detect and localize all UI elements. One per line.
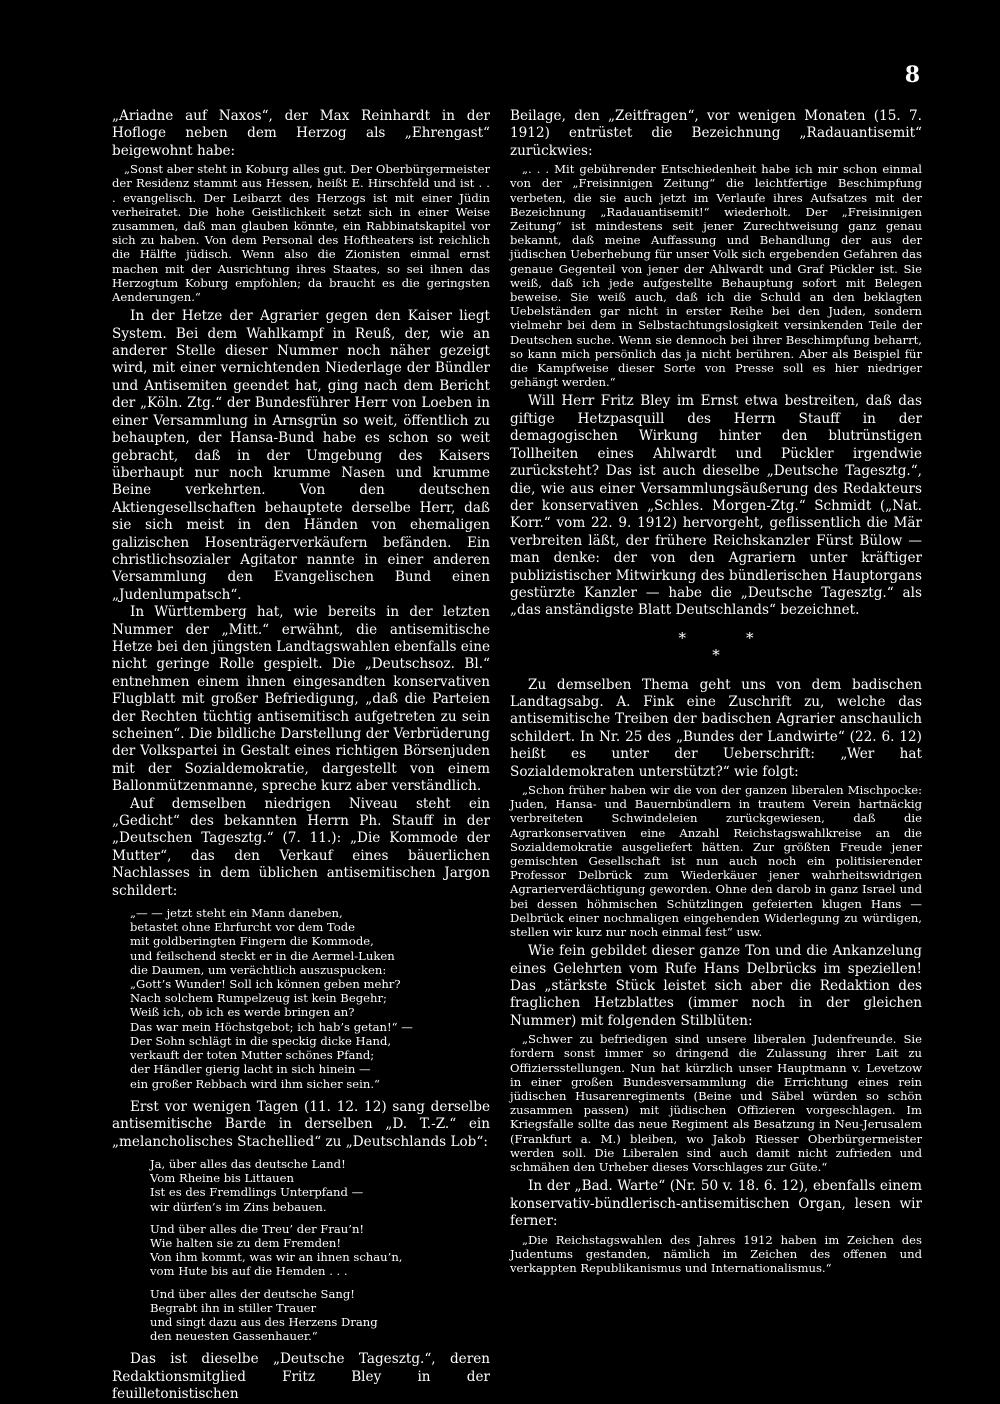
paragraph: Wie fein gebildet dieser ganze Ton und die Ankanzelung eines Gelehrten vom Rufe Hans Delbrücks im speziellen! Das „stärkste Stück leistet sich aber die Redaktion des fraglichen Hetzblattes (immer noch in der gleichen Nummer) mit folgenden Stilblüten:	[510, 943, 922, 1029]
quote-block	[510, 1233, 922, 1276]
separator-star: *	[678, 628, 686, 647]
poem-deutschlands-lob	[112, 1157, 490, 1343]
poem-line: Ja, über alles das deutsche Land!	[150, 1156, 346, 1171]
quote-block	[112, 162, 490, 304]
paragraph: Auf demselben niedrigen Niveau steht ein „Gedicht“ des bekannten Herrn Ph. Stauff in der „Deutschen Tagesztg.“ (7. 11.): „Die Kommode der Mutter“, das den Verkauf eines bäuerlichen Nachlasses in dem üblichen antisemitischen Jargon schildert:	[112, 795, 490, 899]
poem-line: und singt dazu aus des Herzens Drang	[150, 1314, 378, 1329]
paragraph: Das ist dieselbe „Deutsche Tagesztg.“, deren Redaktionsmitglied Fritz Bley in der feuilletonistischen	[112, 1351, 490, 1403]
paragraph: Will Herr Fritz Bley im Ernst etwa bestreiten, daß das giftige Hetzpasquill des Herrn Stauff in der demagogischen Wirkung hinter den blutrünstigen Tollheiten eines Ahlwardt und Pückler irgendwie zurücksteht? Das ist auch dieselbe „Deutsche Tagesztg.“, die, wie aus einer Versammlungsäußerung des Redakteurs der konservativen „Schles. Morgen-Ztg.“ Schmidt („Nat. Korr.“ vom 22. 9. 1912) hervorgeht, geflissentlich die Mär verbreiten läßt, der frühere Reichskanzler Fürst Bülow — man denke: der von den Agrariern unter kräftiger publizistischer Mitwirkung des bündlerischen Hauptorgans gestürzte Kanzler — habe die „Deutsche Tagesztg.“ als „das anständigste Blatt Deutschlands“ bezeichnet.	[510, 393, 922, 619]
paragraph: Beilage, den „Zeitfragen“, vor wenigen Monaten (15. 7. 1912) entrüstet die Bezeichnung „Radauantisemit“ zurückwies:	[510, 108, 922, 159]
poem-line: „Gott’s Wunder! Soll ich können geben mehr?	[130, 977, 401, 992]
poem-line: Nach solchem Rumpelzeug ist kein Begehr;	[130, 991, 387, 1006]
quote-block	[510, 783, 922, 939]
quote-text: „Schwer zu befriedigen sind unsere liberalen Judenfreunde. Sie fordern sonst immer so dringend die Zulassung ihrer Lait zu Offiziersstellungen. Nun hat kürzlich unser Hauptmann v. Levetzow in einer großen Bundesversammlung die Errichtung eines rein jüdischen Husarenregiments (Beine und Säbel würden so schön zusammen passen) mit jüdischen Offizieren vorgeschlagen. Im Kriegsfalle sollte das neue Regiment als Besatzung in Neu-Jerusalem (Frankfurt a. M.) bleiben, wo Jakob Riesser Oberbürgermeister werden soll. Die Liberalen sind auch damit nicht zufrieden und schmähen den Urheber dieses Vorschlages zur Güte.“	[510, 1032, 922, 1175]
page-number: 8	[904, 62, 920, 88]
poem-line: betastet ohne Ehrfurcht vor dem Tode	[130, 920, 356, 935]
poem-line: Der Sohn schlägt in die speckig dicke Hand,	[130, 1033, 392, 1048]
stanza-gap	[150, 1214, 490, 1222]
poem-line: Von ihm kommt, was wir an ihnen schau’n,	[150, 1250, 403, 1265]
separator-star: *	[712, 646, 720, 665]
poem-line: die Daumen, um verächtlich auszuspucken:	[130, 962, 387, 977]
poem-line: Das war mein Höchstgebot; ich hab’s getan!“ —	[130, 1019, 413, 1034]
quote-text: „Schon früher haben wir die von der ganzen liberalen Mischpocke: Juden, Hansa- und Bauernbündlern in trautem Verein hartnäckig verbreiteten Schwindeleien zurückgewiesen, daß die Agrarkonservativen eine Anzahl Reichstagswahlkreise an die Sozialdemokratie ausgeliefert hätten. Zur größten Freude jener gemischten Gesellschaft ist nun auch noch ein politisierender Professor Delbrück zum Wiederkäuer jener wahrheitswidrigen Agrarierverdächtigung geworden. Ohne den darob in ganz Israel und bei dessen höhmischen Schützlingen gefeierten klugen Hans — Delbrück einer nochmaligen eingehenden Widerlegung zu würdigen, stellen wir kurz nur noch einmal fest“ usw.	[510, 783, 922, 940]
paragraph: In der „Bad. Warte“ (Nr. 50 v. 18. 6. 12), ebenfalls einem konservativ-bündlerisch-antisemitischen Organ, lesen wir ferner:	[510, 1178, 922, 1230]
stanza-gap	[150, 1279, 490, 1287]
separator-star: *	[746, 628, 754, 647]
poem-line: mit goldberingten Fingern die Kommode,	[130, 934, 374, 949]
paragraph: „Ariadne auf Naxos“, der Max Reinhardt in der Hofloge neben dem Herzog als „Ehrengast“ beigewohnt habe:	[112, 108, 490, 159]
poem-kommode	[112, 906, 490, 1091]
section-separator	[510, 630, 922, 665]
quote-text: „Die Reichstagswahlen des Jahres 1912 haben im Zeichen des Judentums gestanden, nämlich im Zeichen des offenen und verkappten Republikanismus und Internationalismus.“	[510, 1232, 922, 1275]
left-column	[112, 108, 490, 1404]
poem-line: den neuesten Gassenhauer.“	[150, 1329, 318, 1344]
quote-block	[510, 1032, 922, 1174]
poem-line: Wie halten sie zu dem Fremden!	[150, 1235, 342, 1250]
poem-line: Vom Rheine bis Littauen	[150, 1171, 294, 1186]
poem-line: verkauft der toten Mutter schönes Pfand;	[130, 1048, 375, 1063]
poem-line: Und über alles die Treu’ der Frau’n!	[150, 1221, 365, 1236]
poem-line: wir dürfen’s im Zins bebauen.	[150, 1199, 327, 1214]
right-column	[510, 108, 922, 1279]
poem-line: der Händler gierig lacht in sich hinein —	[130, 1062, 371, 1077]
poem-line: Ist es des Fremdlings Unterpfand —	[150, 1185, 364, 1200]
poem-line: Und über alles der deutsche Sang!	[150, 1286, 355, 1301]
poem-line: und feilschend steckt er in die Aermel-Luken	[130, 948, 395, 963]
paragraph: Zu demselben Thema geht uns von dem badischen Landtagsabg. A. Fink eine Zuschrift zu, welche das antisemitische Treiben der badischen Agrarier anschaulich schildert. In Nr. 25 des „Bundes der Landwirte“ (22. 6. 12) heißt es unter der Ueberschrift: „Wer hat Sozialdemokraten unterstützt?“ wie folgt:	[510, 676, 922, 780]
poem-line: „— — jetzt steht ein Mann daneben,	[130, 906, 343, 921]
poem-line: Begrabt ihn in stiller Trauer	[150, 1300, 317, 1315]
quote-text: „Sonst aber steht in Koburg alles gut. Der Oberbürgermeister der Residenz stammt aus Hessen, heißt E. Hirschfeld und ist . . . evangelisch. Der Leibarzt des Herzogs ist mit einer Jüdin verheiratet. Die hohe Geistlichkeit setzt sich in einer Weise zusammen, daß man glauben könnte, ein Rabbinatskapitel vor sich zu haben. Von dem Personal des Hoftheaters ist reichlich die Hälfte jüdisch. Wenn also die Zionisten einmal ernst machen mit der Ausrichtung ihres Staates, so sei ihnen das Herzogtum Koburg empfohlen; da braucht es die geringsten Aenderungen.“	[112, 162, 490, 305]
poem-line: Weiß ich, ob ich es werde bringen an?	[130, 1005, 355, 1020]
quote-block	[510, 162, 922, 389]
poem-line: vom Hute bis auf die Hemden . . .	[150, 1264, 348, 1279]
paragraph: In der Hetze der Agrarier gegen den Kaiser liegt System. Bei dem Wahlkampf in Reuß, der, wie an anderer Stelle dieser Nummer noch näher gezeigt wird, mit einer vernichtenden Niederlage der Bündler und Antisemiten geendet hat, ging nach dem Bericht der „Köln. Ztg.“ der Bundesführer Herr von Loeben in einer Versammlung in Arnsgrün so weit, öffentlich zu behaupten, der Hansa-Bund habe es schon so weit gebracht, daß in der Umgebung des Kaisers überhaupt nur noch krumme Nasen und krumme Beine verkehrten. Von den deutschen Aktiengesellschaften behauptete derselbe Herr, daß sie sich meist in den Händen von ehemaligen galizischen Hosenträgerverkäufern befänden. Ein christlichsozialer Agitator nannte in einer anderen Versammlung den Evangelischen Bund einen „Judenlumpatsch“.	[112, 308, 490, 603]
poem-line: ein großer Rebbach wird ihm sicher sein.“	[130, 1076, 380, 1091]
paragraph: In Württemberg hat, wie bereits in der letzten Nummer der „Mitt.“ erwähnt, die antisemitische Hetze bei den jüngsten Landtagswahlen ebenfalls eine nicht geringe Rolle gespielt. Die „Deutschsoz. Bl.“ entnehmen einem ihnen eingesandten konservativen Flugblatt mit großer Befriedigung, „daß die Parteien der Rechten tüchtig antisemitisch aufgetreten zu sein scheinen“. Die bildliche Darstellung der Verbrüderung der Volkspartei in Gestalt eines richtigen Börsenjuden mit der Sozialdemokratie, dargestellt von einem Ballonmützenmanne, spreche kurz aber verständlich.	[112, 604, 490, 795]
paragraph: Erst vor wenigen Tagen (11. 12. 12) sang derselbe antisemitische Barde in derselben „D. T.-Z.“ ein „melancholisches Stachellied“ zu „Deutschlands Lob“:	[112, 1098, 490, 1150]
quote-text: „. . . Mit gebührender Entschiedenheit habe ich mir schon einmal von der „Freisinnigen Zeitung“ die leichtfertige Beschimpfung verbeten, die sie auch jetzt im Verlaufe ihres Aufsatzes mit der Bezeichnung „Radauantisemit!“ wiederholt. Der „Freisinnigen Zeitung“ ist mindestens seit jener Zurechtweisung ganz genau bekannt, daß meine Auffassung und Behandlung der aus der jüdischen Ueberhebung für unser Volk sich ergebenden Gefahren das genaue Gegenteil von jener der Ahlwardt und Graf Pückler ist. Sie weiß, daß ich jede aufgestellte Behauptung sofort mit Belegen beweise. Sie weiß auch, daß ich die Schuld an den beklagten Uebelständen gar nicht in erster Reihe bei den Juden, sondern vielmehr bei dem in Selbstachtungslosigkeit versinkenden Teile der Deutschen suche. Wenn sie dennoch bei ihrer Beschimpfung beharrt, so kann mich persönlich das ja nicht berühren. Aber als Beispiel für die Kampfweise dieser Sorte von Presse soll es hier niedriger gehängt werden.“	[510, 162, 922, 390]
